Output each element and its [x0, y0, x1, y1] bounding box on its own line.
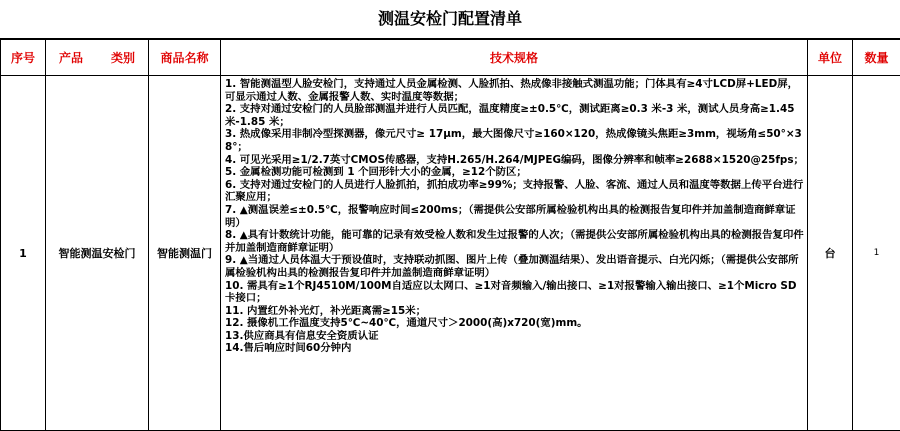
spec-line-12: 12. 摄像机工作温度支持5℃~40℃，通道尺寸＞2000(高)x720(宽)mm。 — [225, 317, 804, 330]
row-seq: 1 — [1, 76, 46, 431]
row-qty: 1 — [853, 76, 900, 431]
spec-line-7: 7. ▲测温误差≤±0.5℃，报警响应时间≤200ms；（需提供公安部所属检验机构出具的检测报告复印件并加盖制造商鲜章证明） — [225, 204, 804, 229]
spec-line-1: 1. 智能测温型人脸安检门，支持通过人员金属检测、人脸抓拍、热成像非接触式测温功能；门体具有≥4寸LCD屏+LED屏，可显示通过人数、金属报警人数、实时温度等数据； — [225, 78, 804, 103]
spec-line-11: 11. 内置红外补光灯，补光距离需≥15米； — [225, 305, 804, 318]
spec-line-5: 5. 金属检测功能可检测到 1 个回形针大小的金属，≥12个防区； — [225, 166, 804, 179]
header-row — [1, 40, 900, 76]
header-seq: 序号 — [1, 40, 46, 76]
spec-line-4: 4. 可见光采用≥1/2.7英寸CMOS传感器，支持H.265/H.264/MJPEG编码，图像分辨率和帧率≥2688×1520@25fps； — [225, 154, 804, 167]
header-unit: 单位 — [808, 40, 853, 76]
table-row — [1, 76, 900, 431]
row-unit: 台 — [808, 76, 853, 431]
row-product-category: 智能测温安检门 — [46, 76, 149, 431]
spec-line-6: 6. 支持对通过安检门的人员进行人脸抓拍，抓拍成功率≥99%；支持报警、人脸、客流、通过人员和温度等数据上传平台进行汇聚应用； — [225, 179, 804, 204]
row-name: 智能测温门 — [149, 76, 221, 431]
spec-line-9: 9. ▲当通过人员体温大于预设值时，支持联动抓图、图片上传（叠加测温结果）、发出语音提示、白光闪烁；（需提供公安部所属检验机构出具的检测报告复印件并加盖制造商鲜章证明） — [225, 254, 804, 279]
sheet-title: 测温安检门配置清单 — [0, 0, 900, 39]
spec-line-14: 14.售后响应时间60分钟内 — [225, 342, 804, 355]
spec-line-13: 13.供应商具有信息安全资质认证 — [225, 330, 804, 343]
spec-line-8: 8. ▲具有计数统计功能，能可靠的记录有效受检人数和发生过报警的人次；（需提供公安部所属检验机构出具的检测报告复印件并加盖制造商鲜章证明） — [225, 229, 804, 254]
config-table — [0, 39, 900, 431]
header-product-category — [46, 40, 149, 76]
spec-line-10: 10. 需具有≥1个RJ4510M/100M自适应以太网口、≥1对音频输入/输出接口、≥1对报警输入输出接口、≥1个Micro SD卡接口； — [225, 280, 804, 305]
row-spec — [221, 76, 808, 431]
header-category: 类别 — [111, 51, 135, 65]
header-product: 产品 — [59, 51, 83, 65]
spec-line-2: 2. 支持对通过安检门的人员脸部测温并进行人员匹配，温度精度≥±0.5℃，测试距离≥0.3 米-3 米，测试人员身高≥1.45米-1.85 米； — [225, 103, 804, 128]
header-qty: 数量 — [853, 40, 900, 76]
header-name: 商品名称 — [149, 40, 221, 76]
spec-line-3: 3. 热成像采用非制冷型探测器，像元尺寸≥ 17μm，最大图像尺寸≥160×120，热成像镜头焦距≥3mm，视场角≤50°×38°； — [225, 128, 804, 153]
header-spec: 技术规格 — [221, 40, 808, 76]
